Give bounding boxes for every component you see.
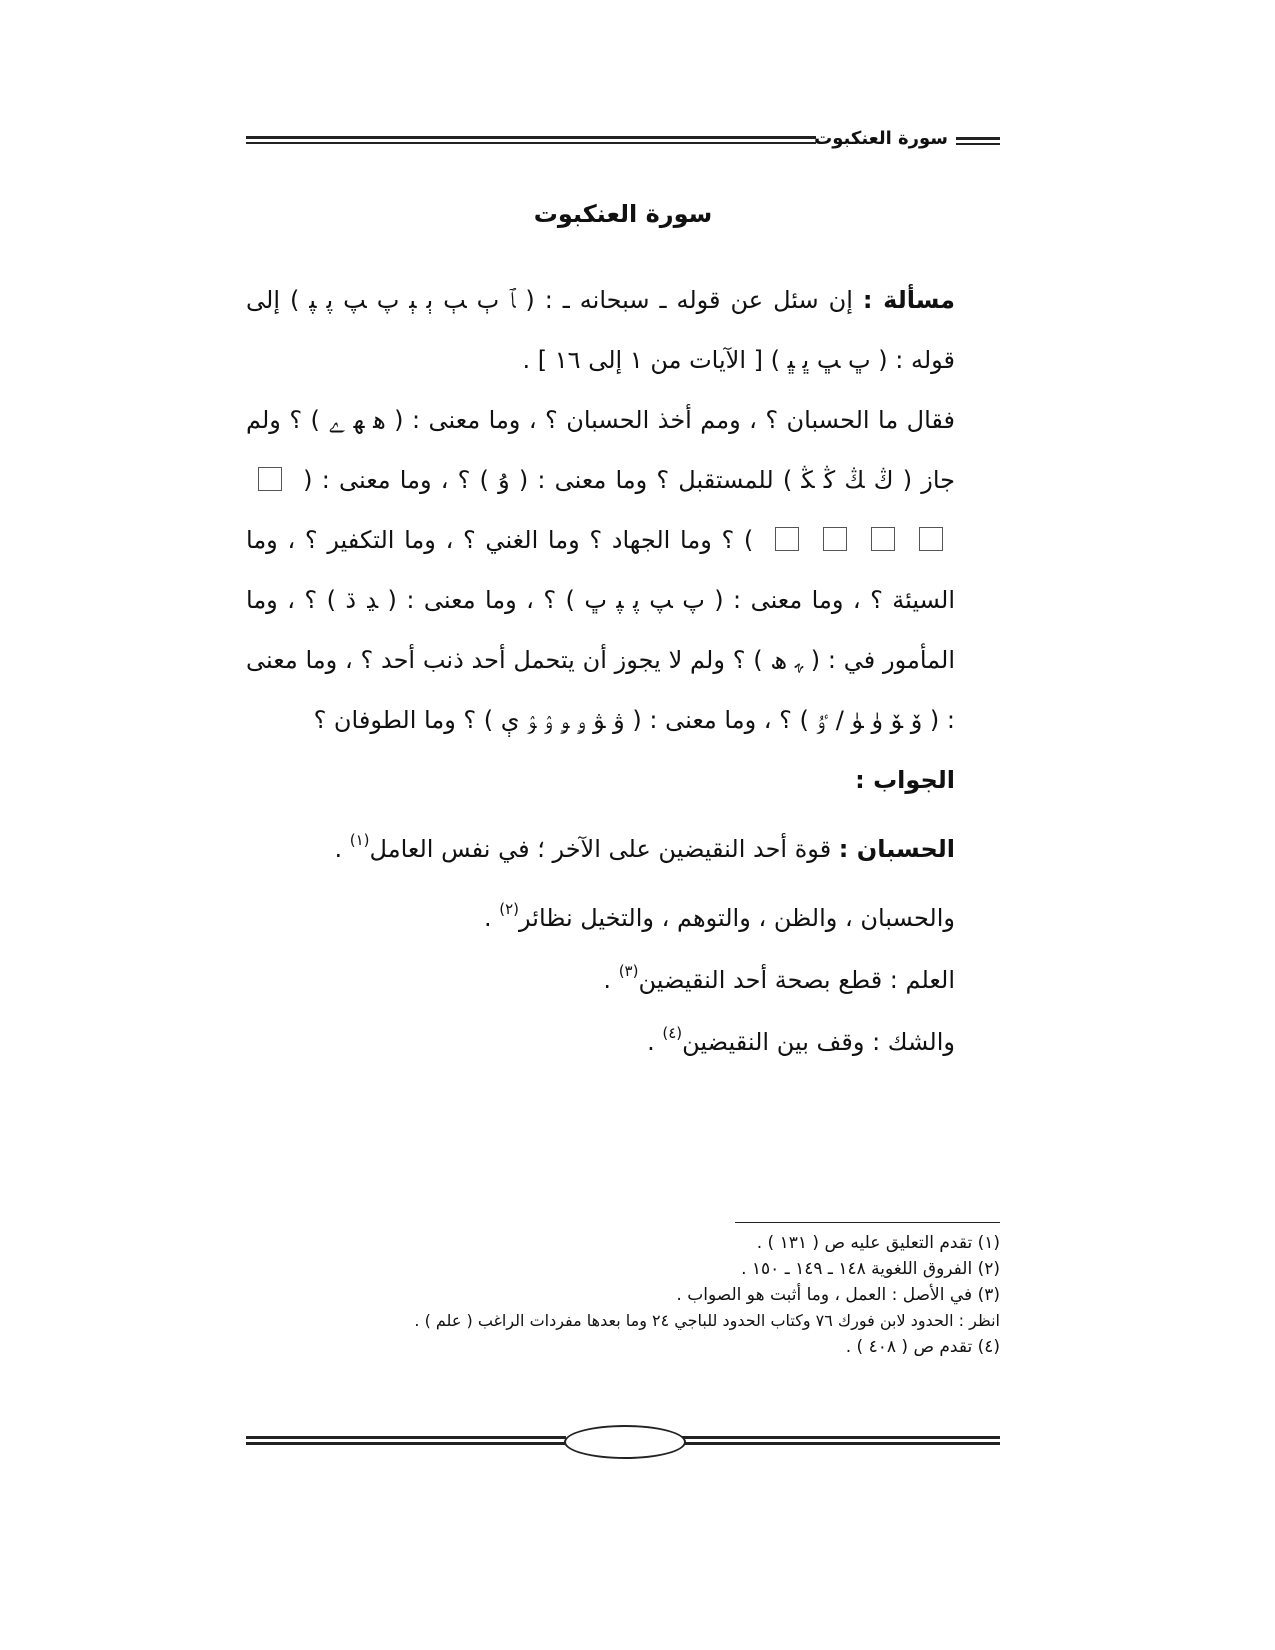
questions-text-b: ) ؟ وما الجهاد ؟ وما الغني ؟ ، وما التكفير ؟ ، وما السيئة ؟ ، وما معنى : ( ﭖ ﭗ ﭘ ﭙ ﭚ ) ؟ ، وما معنى : ( ﮃ ﮄ ) ؟ ، وما المأمور في : ( ﮩ ﮪ ) ؟ ولم لا يجوز أن يتحمل أحد ذنب أحد ؟ ، وما معنى : ( ﯙ ﯚ ﯛ ﯜ / ﯝ ) ؟ ، وما معنى : ( ﯞ ﯟ ﯠ ﯡ ﯢ ﯣ ﯤ ) ؟ وما الطوفان ؟ (246, 526, 955, 734)
footnote-ref: (٤) (662, 1024, 683, 1042)
missing-glyph-icon (919, 527, 943, 551)
footnote-ref: (٣) (618, 962, 639, 980)
questions-text-a: فقال ما الحسبان ؟ ، ومم أخذ الحسبان ؟ ، وما معنى : ( ﮬ ﮭ ﮮ ) ؟ ولم جاز ( ﯓ ﯔ ﯕ ﯖ ) للمستقبل ؟ وما معنى : ( ﯗ ) ؟ ، وما معنى : ( (246, 406, 955, 494)
body-text (246, 270, 1000, 1072)
page-footer-ornament (246, 1424, 1000, 1458)
period: . (603, 966, 619, 994)
husban-text: قوة أحد النقيضين على الآخر ؛ في نفس العامل (369, 835, 839, 863)
header-mark (956, 137, 1000, 145)
surah-title: سورة العنكبوت (533, 200, 713, 228)
missing-glyph-icon (258, 467, 282, 491)
footnote-2: (٢) الفروق اللغوية ١٤٨ ـ ١٤٩ ـ ١٥٠ . (741, 1259, 1000, 1279)
knowledge-text: العلم : قطع بصحة أحد النقيضين (638, 966, 955, 994)
question-label: مسألة : (862, 286, 956, 314)
doubt-text: والشك : وقف بين النقيضين (682, 1028, 955, 1056)
footer-rule-left (246, 1436, 566, 1446)
period: . (334, 835, 350, 863)
knowledge-line (246, 948, 1000, 1003)
footnotes (246, 1230, 1000, 1360)
footnote-ref: (١) (349, 831, 370, 849)
header-rule (246, 136, 816, 144)
footer-oval (564, 1425, 686, 1459)
footnote-separator (735, 1222, 1000, 1223)
footnote-3-continued: انظر : الحدود لابن فورك ٧٦ وكتاب الحدود للباجي ٢٤ وما بعدها مفردات الراغب ( علم ) . (414, 1311, 1000, 1330)
period: . (647, 1028, 663, 1056)
question-text: إن سئل عن قوله ـ سبحانه ـ : ( ﭑ ﭒ ﭓ ﭔ ﭕ ﭖ ﭗ ﭘ ﭙ ) إلى قوله : ( ﭚ ﭛ ﭜ ﭝ ) [ الآيات من ١ إلى ١٦ ] . (246, 286, 955, 374)
missing-glyph-icon (871, 527, 895, 551)
missing-glyph-icon (823, 527, 847, 551)
doubt-line (246, 1003, 1000, 1072)
answer-heading: الجواب : (855, 766, 955, 794)
footnote-1: (١) تقدم التعليق عليه ص ( ١٣١ ) . (756, 1233, 1000, 1253)
running-header (246, 128, 1000, 158)
question-paragraph (246, 270, 1000, 390)
questions-paragraph (246, 390, 1000, 750)
footer-rule-right (682, 1436, 1000, 1446)
missing-glyph-icon (775, 527, 799, 551)
synonyms-line (246, 879, 1000, 948)
footnote-3: (٣) في الأصل : العمل ، وما أثبت هو الصواب . (676, 1285, 1000, 1305)
husban-label: الحسبان : (838, 835, 955, 863)
footnote-4: (٤) تقدم ص ( ٤٠٨ ) . (845, 1337, 1000, 1357)
husban-definition (246, 810, 1000, 879)
synonyms-text: والحسبان ، والظن ، والتوهم ، والتخيل نظائر (519, 904, 955, 932)
period: . (483, 904, 500, 932)
header-title: سورة العنكبوت (814, 128, 948, 149)
footnote-ref: (٢) (499, 900, 520, 918)
